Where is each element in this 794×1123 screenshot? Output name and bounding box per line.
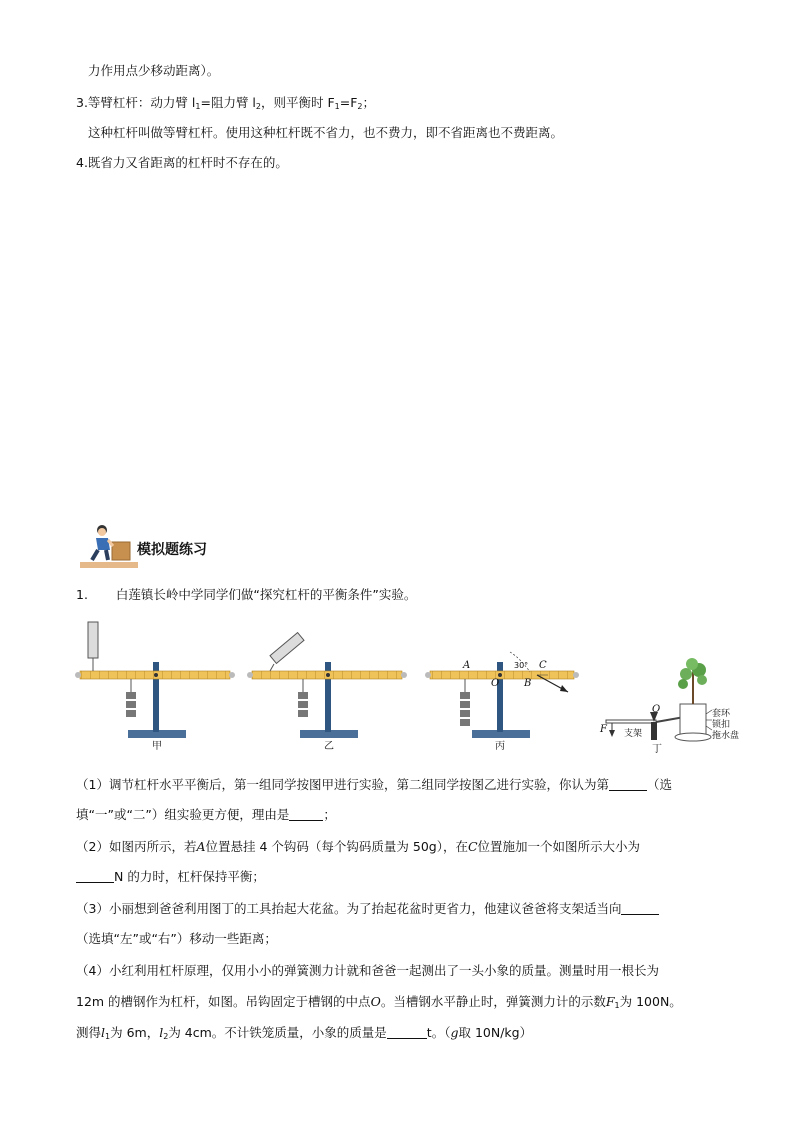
subquestion-1-line-2	[76, 806, 336, 824]
var-g: g	[450, 1025, 459, 1040]
section-title: 模拟题练习	[137, 542, 207, 558]
subquestion-1-line-1	[76, 776, 672, 794]
point-label-C: C	[539, 660, 547, 671]
pushing-box-icon	[80, 522, 140, 572]
question-1-figures	[0, 612, 794, 772]
var-l: l	[159, 1025, 164, 1040]
angle-label: 30°	[514, 661, 529, 670]
subquestion-text: （2）如图丙所示，若	[76, 839, 197, 854]
subquestion-3-line-2: （选填“左”或“右”）移动一些距离；	[76, 931, 277, 946]
item3-text: ；	[362, 95, 376, 110]
figure-label-ding: 丁	[652, 744, 662, 755]
question-number: 1.	[76, 587, 88, 602]
section-heading	[80, 522, 220, 572]
sub-2: 2	[163, 1032, 169, 1041]
subquestion-4-line-2	[76, 993, 682, 1015]
figure-label-bing: 丙	[495, 741, 505, 752]
subquestion-text: 为 6m，	[110, 1025, 160, 1040]
sub-1: 1	[334, 102, 340, 111]
figure-yi	[247, 633, 407, 738]
subquestion-text: 测得	[76, 1025, 102, 1040]
answer-blank[interactable]	[387, 1026, 427, 1039]
figure-label-jia: 甲	[152, 741, 162, 752]
subquestion-text: （选	[646, 777, 672, 792]
figure-ding	[606, 658, 712, 741]
subquestion-4-line-1: （4）小红利用杠杆原理，仅用小小的弹簧测力计就和爸爸一起测出了一头小象的质量。测量时用一根长为	[76, 963, 659, 978]
answer-blank[interactable]	[621, 902, 659, 915]
subquestion-text: ；	[323, 807, 336, 822]
answer-blank[interactable]	[609, 778, 647, 791]
subquestion-text: 为 100N。	[619, 994, 682, 1009]
var-O: O	[370, 994, 381, 1009]
subquestion-text: 为 4cm。不计铁笼质量，小象的质量是	[168, 1025, 387, 1040]
sub-1: 1	[614, 1001, 620, 1010]
item3-text: =F	[339, 95, 358, 110]
subquestion-3-line-1	[76, 900, 659, 918]
subquestion-text: t。（	[426, 1025, 451, 1040]
subquestion-text: 位置悬挂 4 个钩码（每个钩码质量为 50g），在	[205, 839, 468, 854]
var-l: l	[101, 1025, 106, 1040]
point-label-B: B	[524, 678, 532, 689]
question-text: 白莲镇长岭中学同学们做“探究杠杆的平衡条件”实验。	[115, 587, 417, 602]
figure-jia	[75, 622, 235, 738]
subquestion-text: （3）小丽想到爸爸利用图丁的工具抬起大花盆。为了抬起花盆时更省力，他建议爸爸将支架适当向	[76, 901, 622, 916]
answer-blank[interactable]	[289, 808, 323, 821]
pivot-label-O: O	[652, 704, 661, 715]
tray-label: 拖水盘	[712, 731, 740, 741]
subquestion-text: N 的力时，杠杆保持平衡；	[114, 869, 265, 884]
sub-1: 1	[195, 102, 201, 111]
intro-item-3-desc: 这种杠杆叫做等臂杠杆。使用这种杠杆既不省力，也不费力，即不省距离也不费距离。	[88, 125, 564, 140]
item3-text: ，则平衡时 F	[260, 95, 335, 110]
sub-1: 1	[105, 1032, 111, 1041]
var-C: C	[467, 839, 478, 854]
subquestion-text: 位置施加一个如图所示大小为	[477, 839, 641, 854]
subquestion-text: 12m 的槽钢作为杠杆，如图。吊钩固定于槽钢的中点	[76, 994, 371, 1009]
var-F: F	[605, 994, 615, 1009]
subquestion-text: 取 10N/kg）	[458, 1025, 533, 1040]
point-label-O: O	[491, 678, 500, 689]
var-A: A	[196, 839, 206, 854]
subquestion-2-line-1	[76, 838, 640, 856]
answer-blank[interactable]	[76, 870, 114, 883]
figure-label-yi: 乙	[324, 741, 334, 752]
point-label-A: A	[463, 660, 471, 671]
stand-label: 支架	[624, 729, 643, 739]
force-label-F: F	[600, 724, 607, 735]
item3-text: =阻力臂 l	[200, 95, 256, 110]
subquestion-text: 填“一”或“二”）组实验更方便，理由是	[76, 807, 290, 822]
intro-item-4: 4.既省力又省距离的杠杆时不存在的。	[76, 155, 288, 170]
subquestion-4-line-3	[76, 1024, 532, 1046]
hook-label: 锁扣	[712, 720, 731, 730]
figure-bing	[425, 652, 579, 738]
subquestion-text: 。当槽钢水平静止时，弹簧测力计的示数	[380, 994, 606, 1009]
question-1-stem	[76, 586, 416, 604]
subquestion-2-line-2	[76, 868, 265, 886]
subquestion-text: （1）调节杠杆水平平衡后，第一组同学按图甲进行实验，第二组同学按图乙进行实验，你认为第	[76, 777, 609, 792]
intro-line-1: 力作用点少移动距离）。	[88, 63, 220, 78]
intro-item-3	[76, 94, 375, 116]
ring-label: 套环	[712, 709, 731, 719]
item3-text: 3.等臂杠杆：动力臂 l	[76, 95, 196, 110]
sub-2: 2	[357, 102, 363, 111]
sub-2: 2	[255, 102, 261, 111]
